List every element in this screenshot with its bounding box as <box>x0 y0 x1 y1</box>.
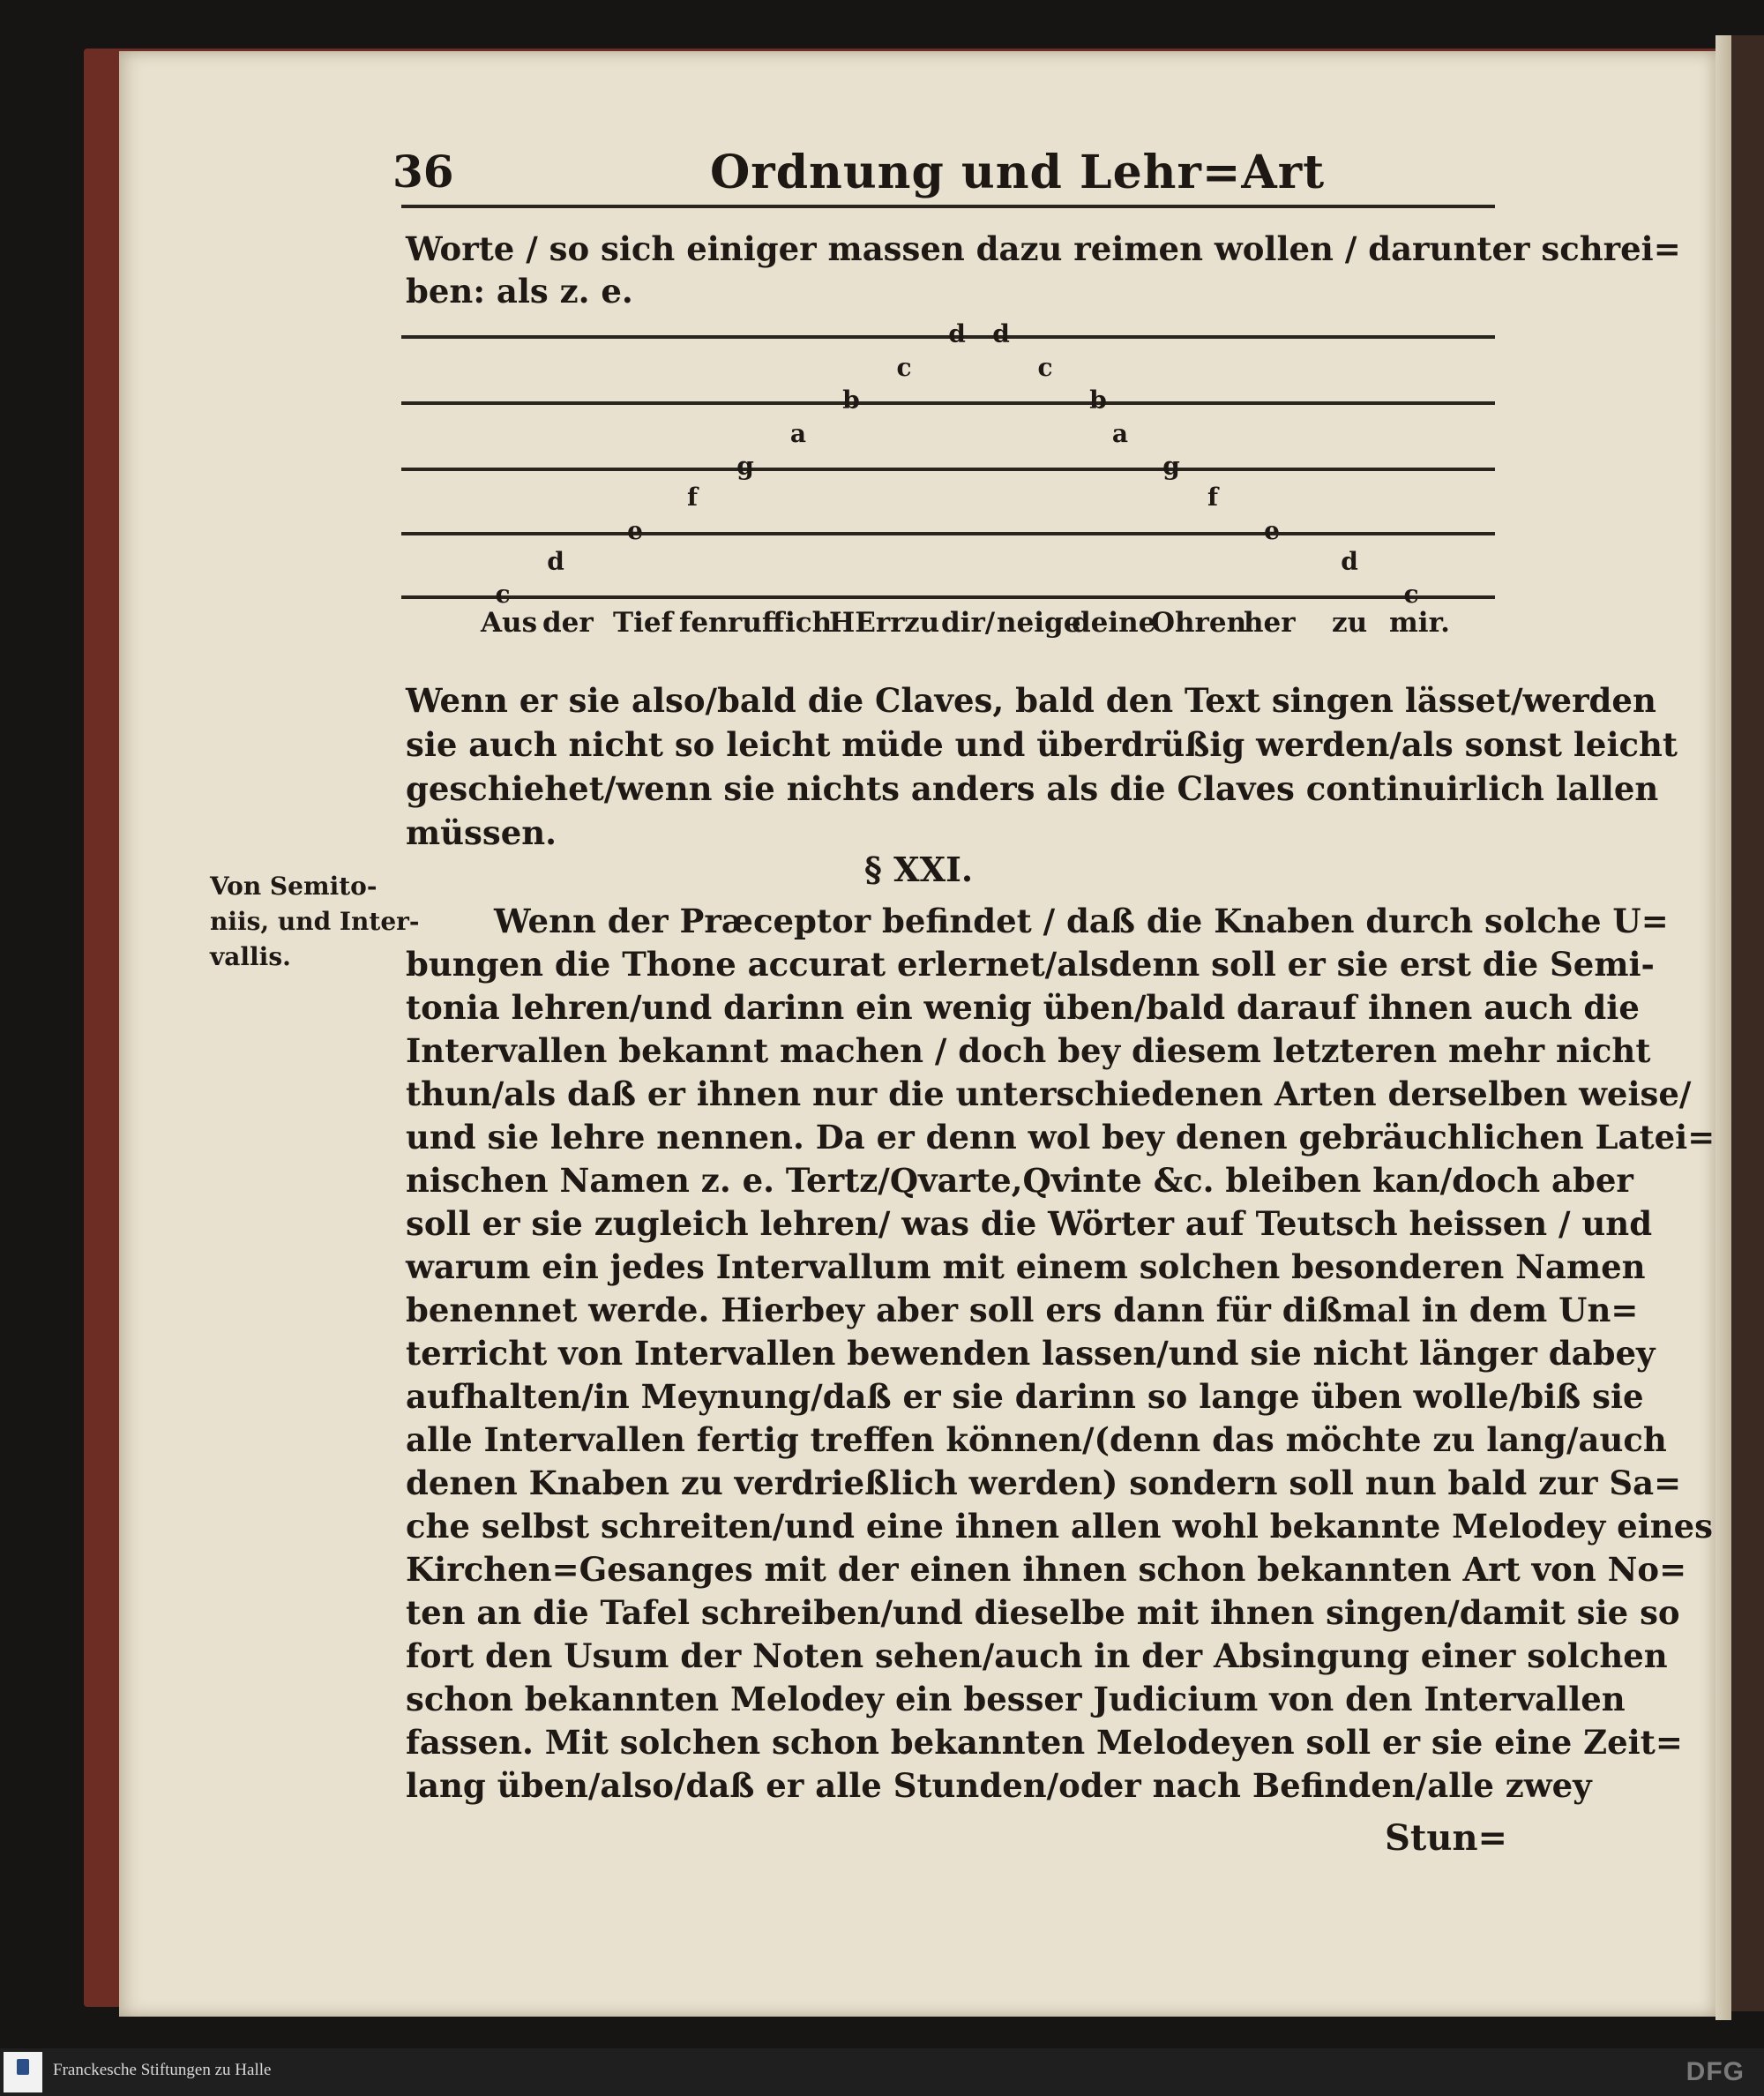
page-edge <box>1715 35 1731 2020</box>
note: e <box>627 516 643 545</box>
paragraph2-line-10: benennet werde. Hierbey aber soll ers dann für dißmal in dem Un= <box>406 1291 1639 1329</box>
note: g <box>736 452 754 481</box>
lyric-word: neige <box>997 607 1081 639</box>
staff-line-2 <box>401 401 1495 405</box>
staff-line-4 <box>401 532 1495 535</box>
paragraph2-line-4: Intervallen bekannt machen / doch bey diesem letzteren mehr nicht <box>406 1031 1651 1070</box>
dfg-logo[interactable]: DFG <box>1686 2057 1745 2086</box>
note: d <box>1341 547 1358 576</box>
note: a <box>1111 419 1129 448</box>
paragraph2-line-7: nischen Namen z. e. Tertz/Qvarte,Qvinte &c. bleiben kan/doch aber <box>406 1161 1633 1200</box>
page-number: 36 <box>392 146 454 198</box>
lyric-word: Aus <box>481 607 538 639</box>
paragraph1-line-4: müssen. <box>406 813 557 852</box>
margin-note-line: Von Semito- <box>210 872 377 901</box>
paragraph2-line-17: ten an die Tafel schreiben/und dieselbe mit ihnen singen/damit sie so <box>406 1593 1680 1632</box>
lyric-word: zu <box>904 607 940 639</box>
hymn-lyrics <box>481 607 1451 651</box>
music-staff <box>401 319 1495 640</box>
paragraph2-line-16: Kirchen=Gesanges mit der einen ihnen schon bekannten Art von No= <box>406 1550 1687 1589</box>
paragraph2-line-2: bungen die Thone accurat erlernet/alsdenn soll er sie erst die Semi- <box>406 945 1655 984</box>
note: b <box>1089 386 1107 415</box>
lyric-word: fen <box>679 607 729 639</box>
note: f <box>686 483 699 512</box>
paragraph2-line-11: terricht von Intervallen bewenden lassen/und sie nicht länger dabey <box>406 1334 1656 1373</box>
lyric-word: Tief <box>613 607 673 639</box>
paragraph2-line-12: aufhalten/in Meynung/daß er sie darinn so lange üben wolle/biß sie <box>406 1377 1644 1416</box>
note: c <box>1037 353 1053 382</box>
paragraph2-line-1: Wenn der Præceptor befindet / daß die Knaben durch solche U= <box>494 902 1669 940</box>
lyric-word: Ohren <box>1151 607 1247 639</box>
paragraph2-line-15: che selbst schreiten/und eine ihnen allen wohl bekannte Melodey eines <box>406 1507 1714 1546</box>
lyric-word: HErr <box>829 607 905 639</box>
paragraph2-line-9: warum ein jedes Intervallum mit einem solchen besonderen Namen <box>406 1247 1646 1286</box>
paragraph2-line-20: fassen. Mit solchen schon bekannten Melodeyen soll er sie eine Zeit= <box>406 1723 1683 1762</box>
note: a <box>789 419 807 448</box>
lyric-word: her <box>1244 607 1296 639</box>
note: f <box>1207 483 1219 512</box>
margin-note <box>210 869 422 975</box>
note: e <box>1264 516 1280 545</box>
paragraph2-line-3: tonia lehren/und darinn ein wenig üben/bald darauf ihnen auch die <box>406 988 1640 1027</box>
margin-note-line: vallis. <box>210 942 291 971</box>
running-title: Ordnung und Lehr=Art <box>710 146 1326 199</box>
viewer-footer <box>0 2048 1764 2096</box>
institution-name[interactable]: Franckesche Stiftungen zu Halle <box>53 2061 272 2079</box>
note: d <box>992 319 1010 348</box>
paragraph1-line-3: geschiehet/wenn sie nichts anders als die Claves continuirlich lallen <box>406 769 1659 808</box>
staff-line-3 <box>401 468 1495 471</box>
note: d <box>547 547 564 576</box>
intro-line-2: ben: als z. e. <box>406 272 633 311</box>
note: c <box>495 580 511 609</box>
note: b <box>842 386 860 415</box>
header-rule <box>401 205 1495 208</box>
margin-note-line: niis, und Inter- <box>210 907 420 936</box>
paragraph2-line-14: denen Knaben zu verdrießlich werden) sondern soll nun bald zur Sa= <box>406 1463 1682 1502</box>
catchword: Stun= <box>1385 1817 1508 1859</box>
note: g <box>1162 452 1180 481</box>
paragraph2-line-13: alle Intervallen fertig treffen können/(denn das möchte zu lang/auch <box>406 1420 1667 1459</box>
paragraph1-line-2: sie auch nicht so leicht müde und überdrüßig werden/als sonst leicht <box>406 725 1678 764</box>
paragraph2-line-18: fort den Usum der Noten sehen/auch in der Absingung einer solchen <box>406 1636 1668 1675</box>
institution-logo[interactable] <box>4 2052 42 2092</box>
paragraph1-line-1: Wenn er sie also/bald die Claves, bald den Text singen lässet/werden <box>406 681 1656 720</box>
note: c <box>896 353 912 382</box>
lyric-word: deine <box>1072 607 1156 639</box>
paragraph2-line-21: lang üben/also/daß er alle Stunden/oder nach Befinden/alle zwey <box>406 1766 1592 1805</box>
lyric-word: ich <box>785 607 833 639</box>
paragraph2-line-19: schon bekannten Melodey ein besser Judicium von den Intervallen <box>406 1680 1626 1718</box>
lyric-word: mir. <box>1389 607 1450 639</box>
lyric-word: der <box>542 607 594 639</box>
paragraph2-line-5: thun/als daß er ihnen nur die unterschiedenen Arten derselben weise/ <box>406 1074 1692 1113</box>
paragraph2-line-6: und sie lehre nennen. Da er denn wol bey denen gebräuchlichen Latei= <box>406 1118 1715 1157</box>
paragraph2-line-8: soll er sie zugleich lehren/ was die Wörter auf Teutsch heissen / und <box>406 1204 1653 1243</box>
intro-line-1: Worte / so sich einiger massen dazu reimen wollen / darunter schrei= <box>406 229 1681 268</box>
page-header <box>392 146 1495 207</box>
section-heading: § XXI. <box>864 850 974 889</box>
note: d <box>948 319 966 348</box>
lyric-word: dir/ <box>941 607 996 639</box>
building-icon <box>17 2059 29 2075</box>
staff-line-5 <box>401 595 1495 599</box>
lyric-word: ruff <box>728 607 785 639</box>
note: c <box>1403 580 1419 609</box>
lyric-word: zu <box>1332 607 1368 639</box>
